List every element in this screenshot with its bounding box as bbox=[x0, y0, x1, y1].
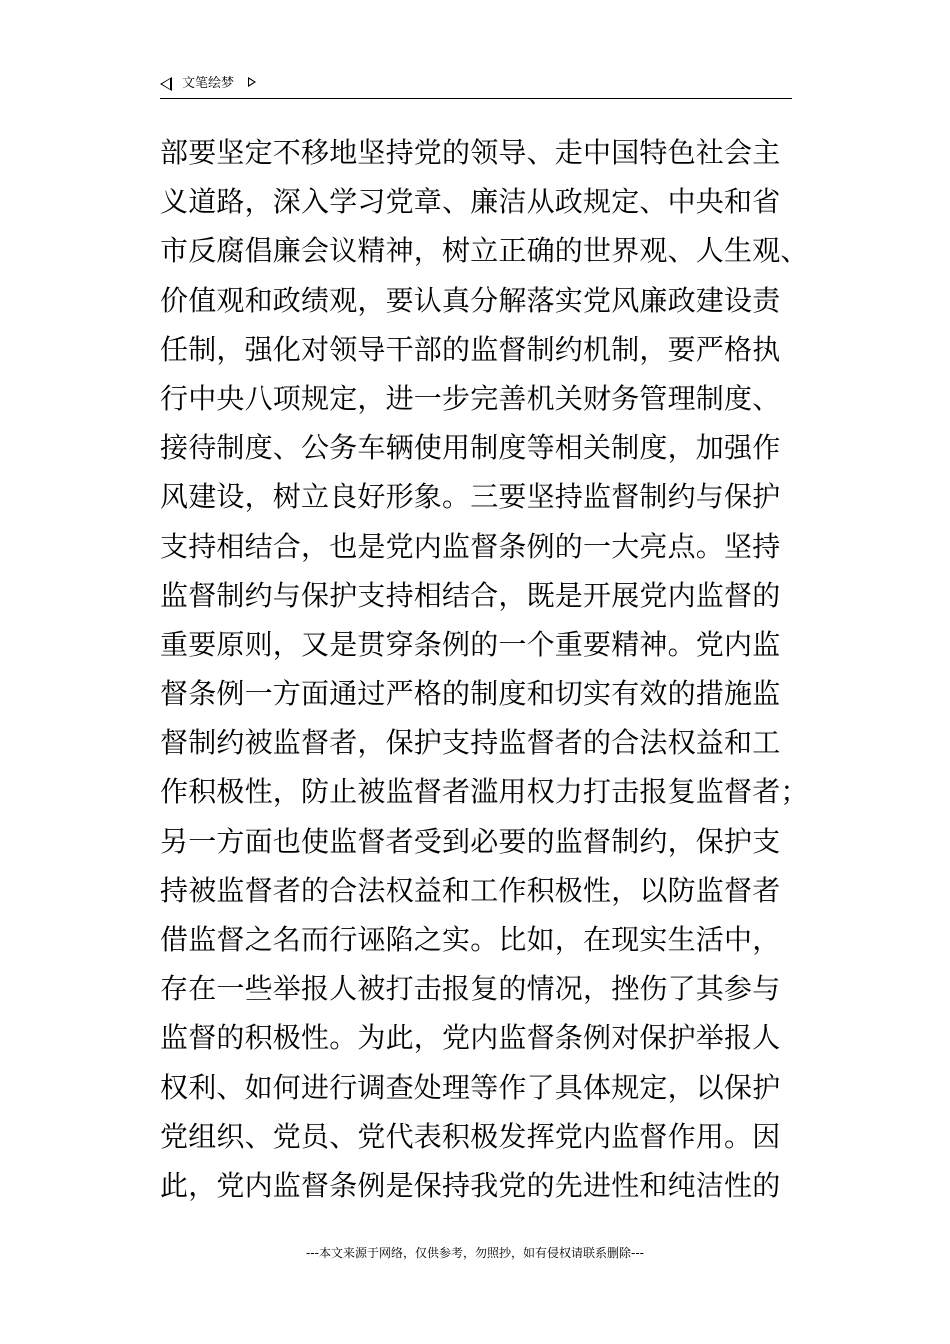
body-line: 存在一些举报人被打击报复的情况，挫伤了其参与 bbox=[160, 972, 781, 1006]
triangle-right-icon bbox=[248, 77, 256, 87]
page-header bbox=[160, 74, 792, 99]
body-line: 支持相结合，也是党内监督条例的一大亮点。坚持 bbox=[160, 529, 781, 563]
body-line: 此，党内监督条例是保持我党的先进性和纯洁性的 bbox=[160, 1168, 781, 1202]
body-line: 市反腐倡廉会议精神，树立正确的世界观、人生观、 bbox=[160, 234, 809, 268]
body-line: 督制约被监督者，保护支持监督者的合法权益和工 bbox=[160, 726, 781, 760]
body-line: 党组织、党员、党代表积极发挥党内监督作用。因 bbox=[160, 1119, 781, 1153]
page-footer: ---本文来源于网络，仅供参考，勿照抄，如有侵权请联系删除--- bbox=[306, 1246, 644, 1260]
body-line: 监督的积极性。为此，党内监督条例对保护举报人 bbox=[160, 1021, 781, 1055]
body-line: 价值观和政绩观，要认真分解落实党风廉政建设责 bbox=[160, 283, 781, 317]
body-line: 重要原则，又是贯穿条例的一个重要精神。党内监 bbox=[160, 627, 781, 661]
body-line: 风建设，树立良好形象。三要坚持监督制约与保护 bbox=[160, 480, 781, 514]
body-line: 监督制约与保护支持相结合，既是开展党内监督的 bbox=[160, 578, 781, 612]
body-line: 权利、如何进行调查处理等作了具体规定，以保护 bbox=[160, 1070, 781, 1104]
body-line: 行中央八项规定，进一步完善机关财务管理制度、 bbox=[160, 381, 781, 415]
body-line: 督条例一方面通过严格的制度和切实有效的措施监 bbox=[160, 677, 781, 711]
body-line: 任制，强化对领导干部的监督制约机制，要严格执 bbox=[160, 332, 781, 366]
triangle-left-icon bbox=[160, 77, 172, 91]
header-title: 文笔绘梦 bbox=[182, 76, 235, 91]
body-line: 部要坚定不移地坚持党的领导、走中国特色社会主 bbox=[160, 136, 781, 169]
body-line: 接待制度、公务车辆使用制度等相关制度，加强作 bbox=[160, 431, 781, 465]
body-line: 另一方面也使监督者受到必要的监督制约，保护支 bbox=[160, 824, 781, 858]
body-line: 作积极性，防止被监督者滥用权力打击报复监督者； bbox=[160, 775, 809, 809]
body-line: 持被监督者的合法权益和工作积极性，以防监督者 bbox=[160, 873, 781, 907]
body-line: 义道路，深入学习党章、廉洁从政规定、中央和省 bbox=[160, 185, 781, 219]
document-body bbox=[160, 128, 820, 1210]
body-line: 借监督之名而行诬陷之实。比如，在现实生活中， bbox=[160, 923, 781, 956]
